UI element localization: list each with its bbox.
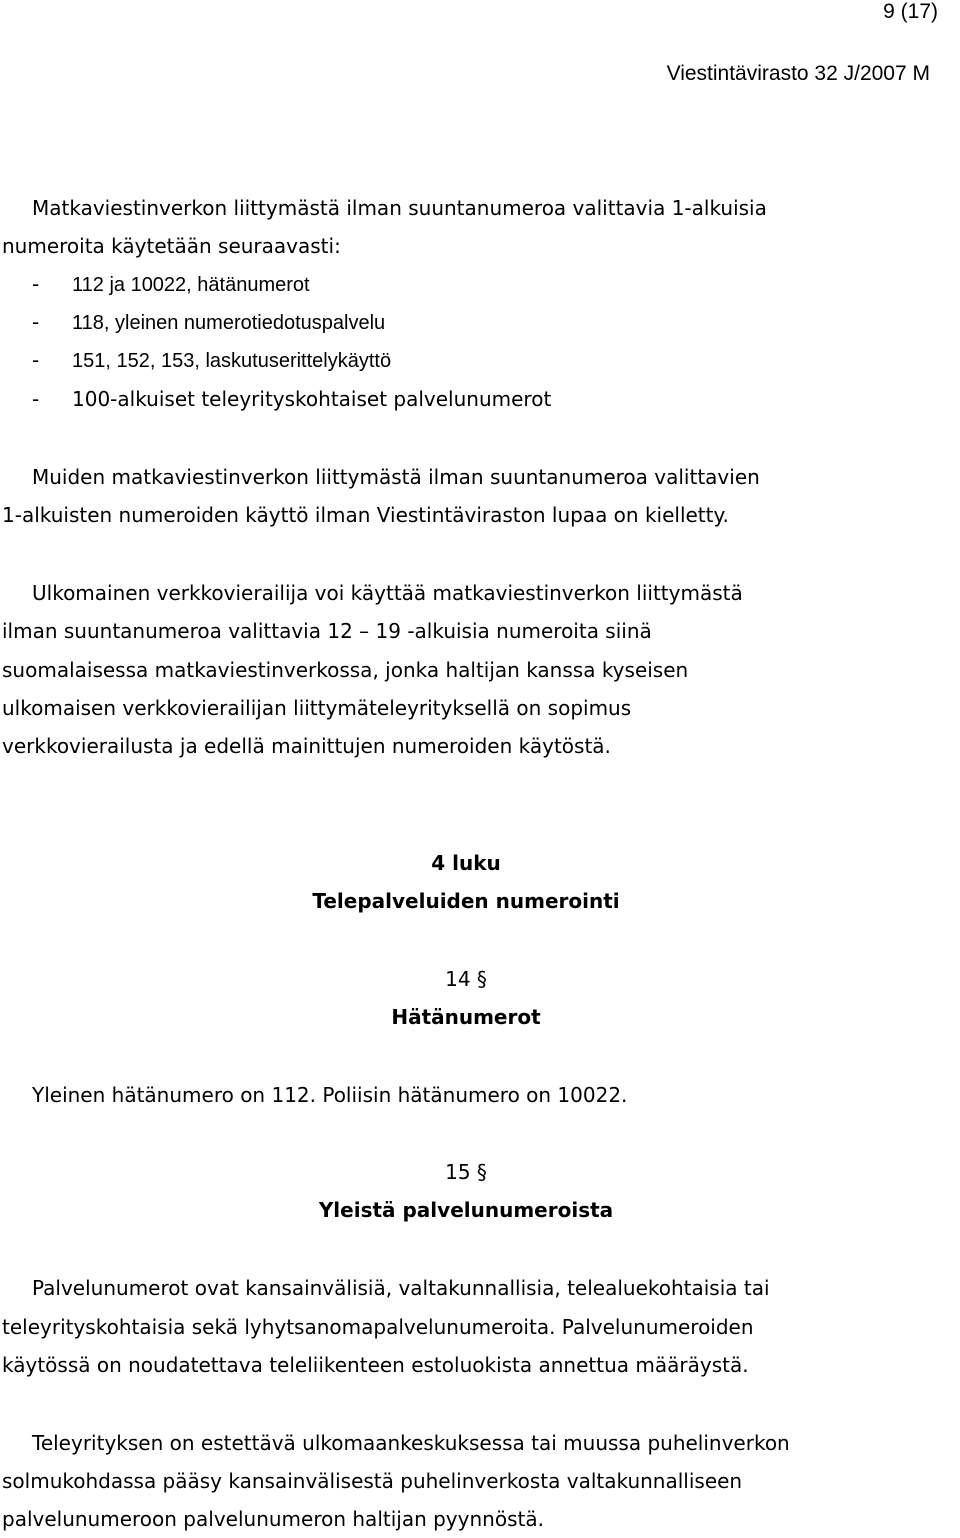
section-14-title: Hätänumerot <box>391 1005 541 1029</box>
paragraph-2-line-2: 1-alkuisten numeroiden käyttö ilman Viestintäviraston lupaa on kielletty. <box>2 503 729 527</box>
list-dash: - <box>32 272 40 296</box>
section-15-para-1-line-2: teleyrityskohtaisia sekä lyhytsanomapalvelunumeroita. Palvelunumeroiden <box>2 1315 754 1339</box>
document-id: Viestintävirasto 32 J/2007 M <box>666 62 930 85</box>
list-item-text: 151, 152, 153, laskutuserittelykäyttö <box>72 350 392 372</box>
list-item-text: 112 ja 10022, hätänumerot <box>72 274 310 296</box>
chapter-title: Telepalveluiden numerointi <box>312 889 620 913</box>
list-item <box>32 341 391 379</box>
intro-line-2: numeroita käytetään seuraavasti: <box>2 234 341 258</box>
list-dash: - <box>32 348 40 372</box>
section-15-para-1-line-3: käytössä on noudatettava teleliikenteen estoluokista annettua määräystä. <box>2 1353 749 1377</box>
paragraph-3-line-2: ilman suuntanumeroa valittavia 12 – 19 -alkuisia numeroita siinä <box>2 619 652 643</box>
section-15-number: 15 § <box>445 1160 487 1184</box>
page-number: 9 (17) <box>883 0 938 23</box>
section-14-text: Yleinen hätänumero on 112. Poliisin hätänumero on 10022. <box>32 1083 628 1107</box>
list-dash: - <box>32 387 40 411</box>
section-15-title: Yleistä palvelunumeroista <box>318 1198 614 1222</box>
section-15-para-1-line-1: Palvelunumerot ovat kansainvälisiä, valtakunnallisia, telealuekohtaisia tai <box>32 1276 770 1300</box>
list-item <box>32 380 551 418</box>
paragraph-3-line-1: Ulkomainen verkkovierailija voi käyttää matkaviestinverkon liittymästä <box>32 581 743 605</box>
list-item <box>32 265 310 303</box>
list-dash: - <box>32 310 40 334</box>
section-15-para-2-line-1: Teleyrityksen on estettävä ulkomaankeskuksessa tai muussa puhelinverkon <box>32 1431 790 1455</box>
intro-line-1: Matkaviestinverkon liittymästä ilman suuntanumeroa valittavia 1-alkuisia <box>32 196 767 220</box>
list-item <box>32 303 385 341</box>
paragraph-3-line-4: ulkomaisen verkkovierailijan liittymäteleyrityksellä on sopimus <box>2 696 632 720</box>
section-15-para-2-line-2: solmukohdassa pääsy kansainvälisestä puhelinverkosta valtakunnalliseen <box>2 1469 743 1493</box>
paragraph-3-line-5: verkkovierailusta ja edellä mainittujen numeroiden käytöstä. <box>2 734 611 758</box>
section-15-para-2-line-3: palvelunumeroon palvelunumeron haltijan pyynnöstä. <box>2 1507 544 1531</box>
list-item-text: 100-alkuiset teleyrityskohtaiset palvelunumerot <box>72 387 552 411</box>
chapter-number: 4 luku <box>431 851 501 875</box>
paragraph-3-line-3: suomalaisessa matkaviestinverkossa, jonka haltijan kanssa kyseisen <box>2 658 689 682</box>
list-item-text: 118, yleinen numerotiedotuspalvelu <box>72 312 386 334</box>
paragraph-2-line-1: Muiden matkaviestinverkon liittymästä ilman suuntanumeroa valittavien <box>32 465 760 489</box>
section-14-number: 14 § <box>445 967 487 991</box>
